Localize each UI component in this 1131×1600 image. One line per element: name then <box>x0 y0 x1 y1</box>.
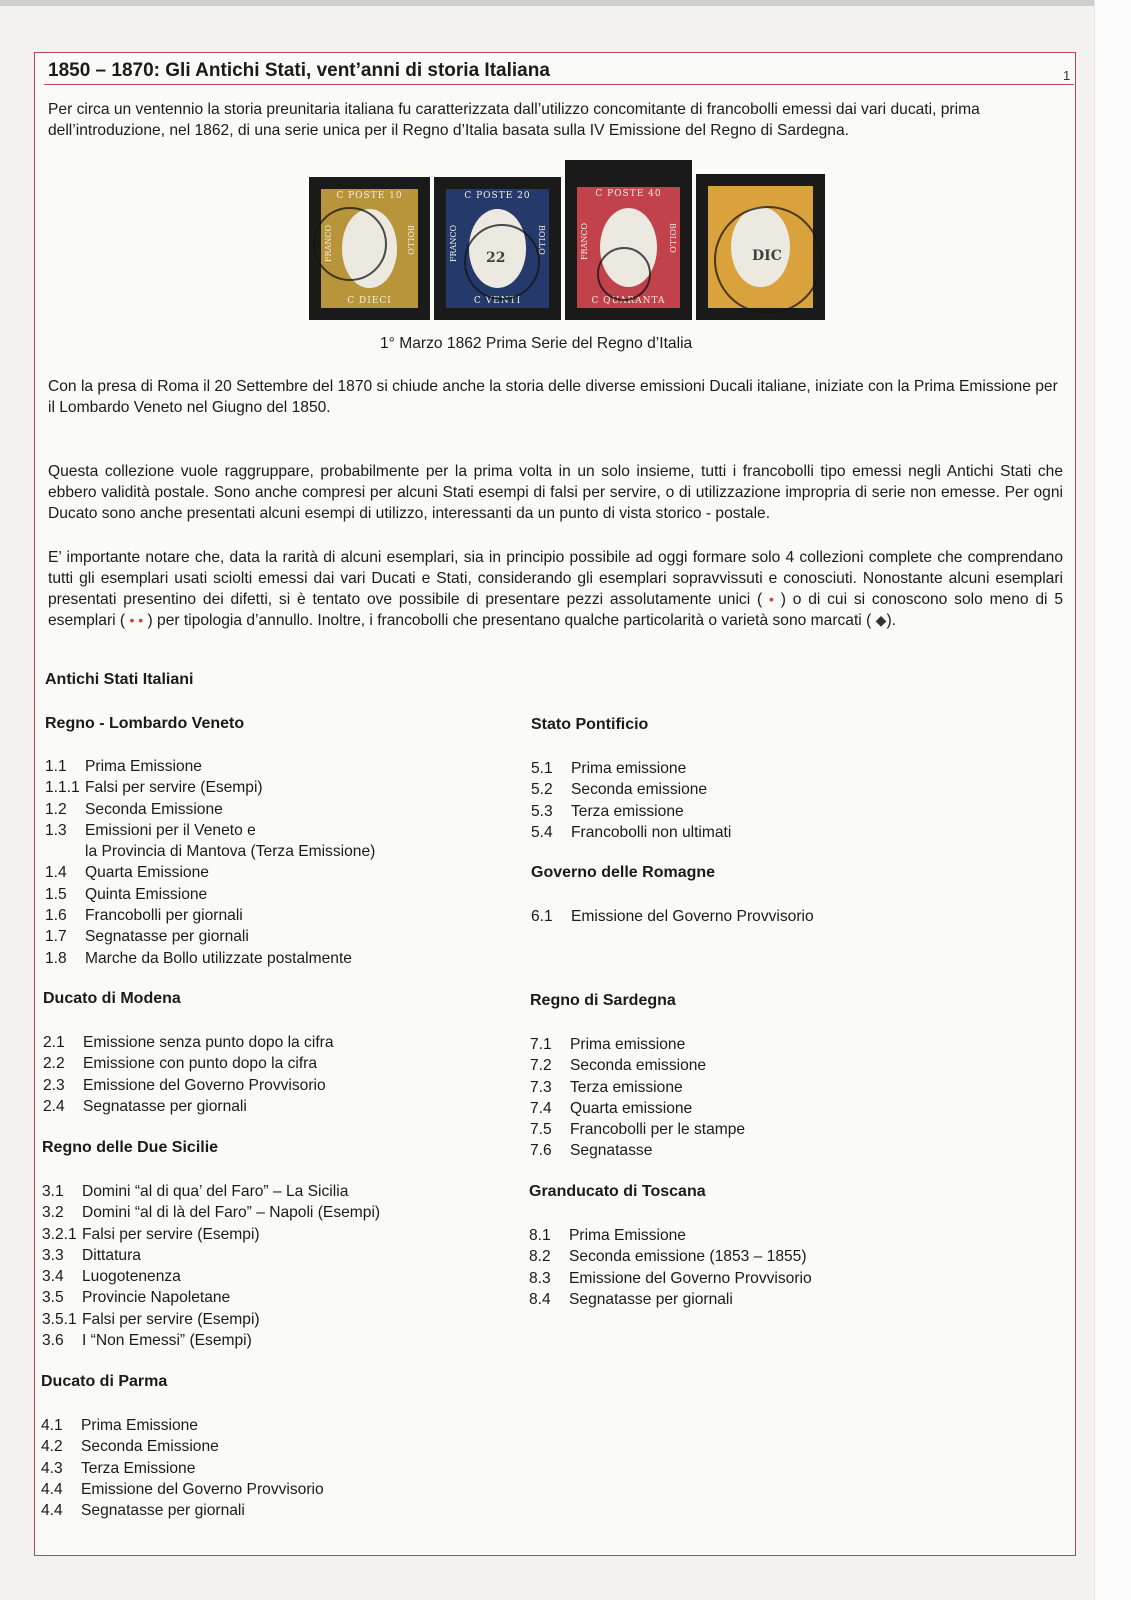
list-item <box>42 1309 380 1330</box>
item-label: Terza Emissione <box>81 1459 196 1477</box>
item-label: Emissione con punto dopo la cifra <box>83 1055 318 1073</box>
item-label: Prima Emissione <box>569 1227 686 1244</box>
item-number: 5.1 <box>531 760 553 777</box>
rarity-text-4: ). <box>886 612 896 629</box>
item-label: Segnatasse per giornali <box>81 1502 245 1520</box>
page-title: 1850 – 1870: Gli Antichi Stati, vent’anni di storia Italiana <box>48 60 550 81</box>
item-number: 3.1 <box>42 1183 64 1200</box>
item-number: 2.1 <box>43 1034 65 1051</box>
group-title-toscana: Granducato di Toscana <box>529 1183 706 1200</box>
item-number: 7.2 <box>530 1057 552 1075</box>
item-number: 4.3 <box>41 1459 63 1477</box>
item-number: 7.1 <box>530 1036 552 1053</box>
item-label: Seconda Emissione <box>81 1438 219 1456</box>
rare-marker-icon: • • <box>129 612 144 628</box>
group-list-pontificio <box>531 758 731 843</box>
list-item <box>45 841 375 862</box>
item-number: 3.6 <box>42 1332 64 1350</box>
item-number: 1.4 <box>45 864 67 882</box>
list-item <box>42 1287 380 1308</box>
stamp-legend-right: BOLLO <box>406 224 415 255</box>
stamp-frame <box>708 186 813 308</box>
stamp-1 <box>309 177 430 320</box>
group-title-lombardo: Regno - Lombardo Veneto <box>45 715 245 732</box>
list-item <box>42 1224 380 1245</box>
item-label: Quarta emissione <box>570 1099 693 1117</box>
list-item <box>45 777 375 798</box>
item-label: Domini “al di là del Faro” – Napoli (Esempi) <box>82 1204 381 1222</box>
intro-paragraph: Per circa un ventennio la storia preunitaria italiana fu caratterizzata dall’utilizzo concomitante di francobolli emessi dai vari ducati, prima dell’introduzione, nel 1862, di una serie unica per il Regno d’Italia basata sulla IV Emissione del Regno di Sardegna. <box>48 101 980 139</box>
postmark-text: DIC <box>752 248 782 264</box>
stamp-legend-bottom: C VENTI <box>473 296 522 306</box>
group-list-modena <box>43 1032 334 1117</box>
list-item <box>45 862 375 883</box>
list-item <box>531 822 731 843</box>
stamp-legend-top: C POSTE 20 <box>464 191 531 201</box>
item-label: Seconda Emissione <box>85 800 223 818</box>
item-number: 8.3 <box>529 1269 551 1287</box>
item-number: 7.3 <box>530 1078 552 1096</box>
item-label: I “Non Emessi” (Esempi) <box>82 1332 252 1350</box>
item-label: Emissione del Governo Provvisorio <box>569 1269 812 1287</box>
variety-marker-icon: ◆ <box>875 612 887 628</box>
item-label: Prima Emissione <box>81 1417 198 1434</box>
list-item <box>41 1415 324 1436</box>
list-item <box>43 1032 334 1053</box>
group-title-modena: Ducato di Modena <box>43 990 181 1007</box>
item-label: Emissione del Governo Provvisorio <box>83 1076 326 1094</box>
group-title-parma: Ducato di Parma <box>41 1373 168 1390</box>
item-label: Segnatasse per giornali <box>569 1290 733 1308</box>
item-label: Francobolli per le stampe <box>570 1121 746 1139</box>
item-number: 2.4 <box>43 1097 65 1115</box>
paragraph-collection: Questa collezione vuole raggruppare, probabilmente per la prima volta in un solo insieme, tutti i francobolli tipo emessi negli Antichi Stati che ebbero validità postale. Sono anche compresi per alcuni Stati esempi di falsi per servire, o di utilizzazione impropria di serie non emesse. Per ogni Ducato sono anche presentati alcuni esempi di utilizzo, interessanti da un punto di vista storico - postale. <box>48 463 1063 522</box>
item-number: 8.2 <box>529 1248 551 1266</box>
list-item <box>529 1246 812 1267</box>
rarity-text-1: E’ importante notare che, data la rarità di alcuni esemplari, sia in principio possibile ad oggi formare solo 4 collezioni complete che comprendano tutti gli esemplari usati sciolti emessi dai vari Ducati e Stati, considerando gli esemplari sopravvissuti e conosciuti. Nonostante alcuni esemplari presentati presentino dei difetti, si è tentato ove possibile di presentare pezzi assolutamente unici ( <box>48 549 1063 608</box>
list-item <box>41 1458 324 1479</box>
item-number: 4.2 <box>41 1438 63 1456</box>
stamp-legend-left: FRANCO <box>324 224 333 262</box>
stamp-4 <box>696 174 825 320</box>
list-item <box>42 1245 380 1266</box>
list-item <box>45 799 375 820</box>
list-item <box>530 1140 745 1161</box>
list-item <box>42 1266 380 1287</box>
paragraph-rome: Con la presa di Roma il 20 Settembre del 1870 si chiude anche la storia delle diverse emissioni Ducali italiane, iniziate con la Prima Emissione per il Lombardo Veneto nel Giugno del 1850. <box>48 378 1058 416</box>
list-item <box>530 1098 745 1119</box>
list-item <box>43 1075 334 1096</box>
item-number: 3.5 <box>42 1289 64 1307</box>
list-item <box>45 820 375 841</box>
list-item <box>42 1330 380 1351</box>
rarity-text-2: ) o di cui si conoscono solo meno di 5 esemplari ( <box>48 591 1063 629</box>
group-title-sardegna: Regno di Sardegna <box>530 992 676 1009</box>
item-number: 5.2 <box>531 781 553 799</box>
scan-top-edge <box>0 0 1131 6</box>
group-title-sicilie: Regno delle Due Sicilie <box>42 1139 219 1156</box>
list-item <box>531 906 814 927</box>
stamp-legend-left: FRANCO <box>449 224 458 262</box>
item-label: la Provincia di Mantova (Terza Emissione) <box>85 843 376 861</box>
page-number: 1 <box>1063 68 1071 83</box>
item-label: Luogotenenza <box>82 1268 181 1286</box>
list-item <box>43 1096 334 1117</box>
group-list-lombardo <box>45 756 375 969</box>
list-item <box>530 1119 745 1140</box>
item-number: 3.5.1 <box>42 1310 77 1328</box>
item-label: Emissione del Governo Provvisorio <box>571 908 814 925</box>
list-item <box>41 1500 324 1521</box>
list-item <box>530 1055 745 1076</box>
group-list-sicilie <box>42 1181 380 1351</box>
item-label: Seconda emissione <box>570 1057 707 1075</box>
item-label: Domini “al di qua’ del Faro” – La Sicilia <box>82 1183 349 1200</box>
postmark-cancel <box>597 247 651 301</box>
list-item <box>45 905 375 926</box>
section-title: Antichi Stati Italiani <box>45 671 194 688</box>
item-label: Segnatasse per giornali <box>85 928 249 946</box>
item-number: 3.2.1 <box>42 1225 77 1243</box>
item-number: 1.2 <box>45 800 67 818</box>
stamp-legend-bottom: C DIECI <box>347 296 392 306</box>
item-label: Terza emissione <box>570 1078 683 1096</box>
item-label: Falsi per servire (Esempi) <box>82 1225 260 1243</box>
item-number: 1.3 <box>45 821 67 839</box>
item-number: 3.2 <box>42 1204 64 1222</box>
item-number: 7.5 <box>530 1121 552 1139</box>
list-item <box>529 1268 812 1289</box>
item-number: 3.3 <box>42 1246 64 1264</box>
stamp-frame <box>577 187 680 308</box>
item-number: 1.8 <box>45 949 67 967</box>
item-number: 7.6 <box>530 1142 552 1160</box>
list-item <box>42 1202 380 1223</box>
item-label: Francobolli non ultimati <box>571 823 732 841</box>
paragraph-rarity <box>48 547 1063 631</box>
stamp-legend-top: C POSTE 10 <box>336 191 403 201</box>
item-label: Falsi per servire (Esempi) <box>82 1310 260 1328</box>
item-label: Emissione senza punto dopo la cifra <box>83 1034 334 1051</box>
item-label: Dittatura <box>82 1246 141 1264</box>
item-number: 4.4 <box>41 1480 63 1498</box>
item-number: 5.4 <box>531 823 553 841</box>
list-item <box>41 1479 324 1500</box>
stamp-2 <box>434 177 561 320</box>
list-item <box>41 1436 324 1457</box>
postmark-cancel <box>313 207 387 281</box>
item-label: Seconda emissione (1853 – 1855) <box>569 1248 807 1266</box>
item-number: 3.4 <box>42 1268 64 1286</box>
list-item <box>43 1053 334 1074</box>
stamp-frame <box>446 189 549 308</box>
group-list-toscana <box>529 1225 812 1310</box>
item-number: 5.3 <box>531 802 553 820</box>
group-list-sardegna <box>530 1034 745 1162</box>
item-number: 4.1 <box>41 1417 63 1434</box>
item-label: Emissioni per il Veneto e <box>85 821 256 839</box>
item-label: Emissione del Governo Provvisorio <box>81 1480 324 1498</box>
item-label: Seconda emissione <box>571 781 708 799</box>
title-underline <box>44 84 1074 85</box>
item-label: Segnatasse <box>570 1142 653 1160</box>
scan-right-margin <box>1094 0 1131 1600</box>
list-item <box>45 926 375 947</box>
rarity-text-3: ) per tipologia d’annullo. Inoltre, i francobolli che presentano qualche particolarità o varietà sono marcati ( <box>147 612 872 629</box>
list-item <box>45 756 375 777</box>
item-label: Falsi per servire (Esempi) <box>85 779 263 797</box>
list-item <box>531 758 731 779</box>
item-number: 8.1 <box>529 1227 551 1244</box>
item-number: 6.1 <box>531 908 553 925</box>
stamp-frame <box>321 189 418 308</box>
postmark-text: 22 <box>486 250 506 266</box>
item-number: 1.7 <box>45 928 67 946</box>
unique-marker-icon: • <box>769 591 774 607</box>
list-item <box>530 1077 745 1098</box>
item-number: 2.2 <box>43 1055 65 1073</box>
group-title-romagne: Governo delle Romagne <box>531 864 716 881</box>
list-item <box>531 801 731 822</box>
stamp-legend-right: BOLLO <box>668 223 677 254</box>
item-label: Quarta Emissione <box>85 864 209 882</box>
item-number: 8.4 <box>529 1290 551 1308</box>
list-item <box>530 1034 745 1055</box>
stamp-caption: 1° Marzo 1862 Prima Serie del Regno d’Italia <box>380 335 693 352</box>
item-label: Prima emissione <box>571 760 687 777</box>
stamp-legend-right: BOLLO <box>537 224 546 255</box>
list-item <box>529 1289 812 1310</box>
item-number: 1.5 <box>45 885 67 903</box>
list-item <box>45 948 375 969</box>
group-list-parma <box>41 1415 324 1521</box>
item-label: Quinta Emissione <box>85 885 208 903</box>
stamp-legend-bottom: C QUARANTA <box>591 296 666 306</box>
item-label: Segnatasse per giornali <box>83 1097 247 1115</box>
item-label: Marche da Bollo utilizzate postalmente <box>85 949 352 967</box>
group-list-romagne <box>531 906 814 927</box>
item-label: Prima emissione <box>570 1036 686 1053</box>
item-label: Terza emissione <box>571 802 684 820</box>
list-item <box>45 884 375 905</box>
stamp-legend-top: C POSTE 40 <box>595 189 662 199</box>
item-number: 4.4 <box>41 1502 63 1520</box>
item-number: 1.6 <box>45 907 67 925</box>
group-title-pontificio: Stato Pontificio <box>531 716 649 733</box>
stamp-legend-left: FRANCO <box>580 223 589 261</box>
item-number: 2.3 <box>43 1076 65 1094</box>
item-number: 7.4 <box>530 1099 552 1117</box>
item-label: Francobolli per giornali <box>85 907 243 925</box>
item-number: 1.1 <box>45 758 67 775</box>
item-label: Prima Emissione <box>85 758 202 775</box>
list-item <box>531 779 731 800</box>
item-label: Provincie Napoletane <box>82 1289 231 1307</box>
list-item <box>529 1225 812 1246</box>
stamp-3 <box>565 160 692 320</box>
list-item <box>42 1181 380 1202</box>
item-number: 1.1.1 <box>45 779 80 797</box>
